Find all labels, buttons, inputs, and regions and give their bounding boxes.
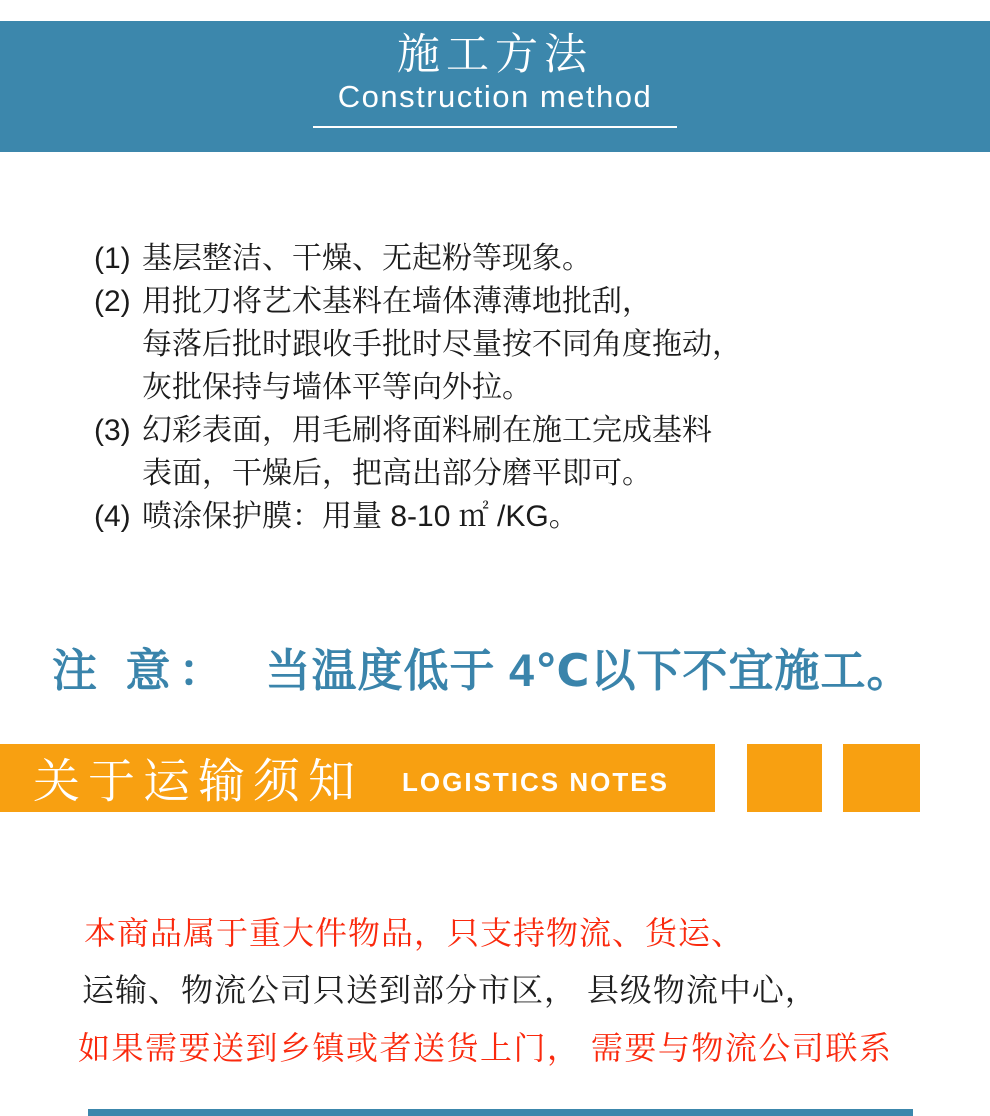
header-underline (313, 126, 677, 128)
construction-method-header (0, 21, 990, 152)
construction-step-3 (94, 409, 934, 452)
construction-steps-list (94, 237, 934, 538)
step-number-spacer (94, 366, 142, 409)
step-text: 表面，干燥后，把高出部分磨平即可。 (142, 457, 652, 490)
step-text: 用批刀将艺术基料在墙体薄薄地批刮， (142, 285, 652, 318)
logistics-banner-title-cn: 关于运输须知 (33, 754, 363, 808)
shipping-note-line-3: 如果需要送到乡镇或者送货上门， 需要与物流公司联系 (78, 1030, 893, 1066)
step-text: 每落后批时跟收手批时尽量按不同角度拖动， (142, 328, 742, 361)
notice-label: 注 意： (52, 645, 232, 696)
construction-header-title-cn: 施工方法 (397, 31, 593, 79)
logistics-banner-title-en: LOGISTICS NOTES (402, 767, 669, 797)
banner-accent-square-1 (747, 744, 822, 812)
next-section-top-edge (88, 1109, 913, 1116)
construction-step-2-cont (94, 323, 934, 366)
notice-text: 当温度低于 4℃以下不宜施工。 (265, 645, 913, 696)
construction-step-1 (94, 237, 934, 280)
step-text: 喷涂保护膜：用量 8-10 ㎡ /KG。 (142, 500, 579, 533)
step-number-spacer (94, 452, 142, 495)
step-text: 幻彩表面，用毛刷将面料刷在施工完成基料 (142, 414, 712, 447)
step-number: (3) (94, 414, 131, 447)
banner-accent-square-2 (843, 744, 920, 812)
logistics-banner (0, 744, 715, 812)
step-number: (2) (94, 285, 131, 318)
construction-step-4 (94, 495, 934, 538)
step-number-spacer (94, 323, 142, 366)
temperature-notice (52, 634, 913, 699)
step-number: (4) (94, 500, 131, 533)
step-text: 灰批保持与墙体平等向外拉。 (142, 371, 532, 404)
construction-header-title-en: Construction method (337, 79, 653, 114)
shipping-note-line-1: 本商品属于重大件物品，只支持物流、货运、 (84, 915, 745, 951)
shipping-note-line-2: 运输、物流公司只送到部分市区， 县级物流中心， (82, 972, 818, 1008)
step-number: (1) (94, 242, 131, 275)
construction-step-3-cont (94, 452, 934, 495)
construction-step-2-cont (94, 366, 934, 409)
construction-step-2 (94, 280, 934, 323)
step-text: 基层整洁、干燥、无起粉等现象。 (142, 242, 592, 275)
